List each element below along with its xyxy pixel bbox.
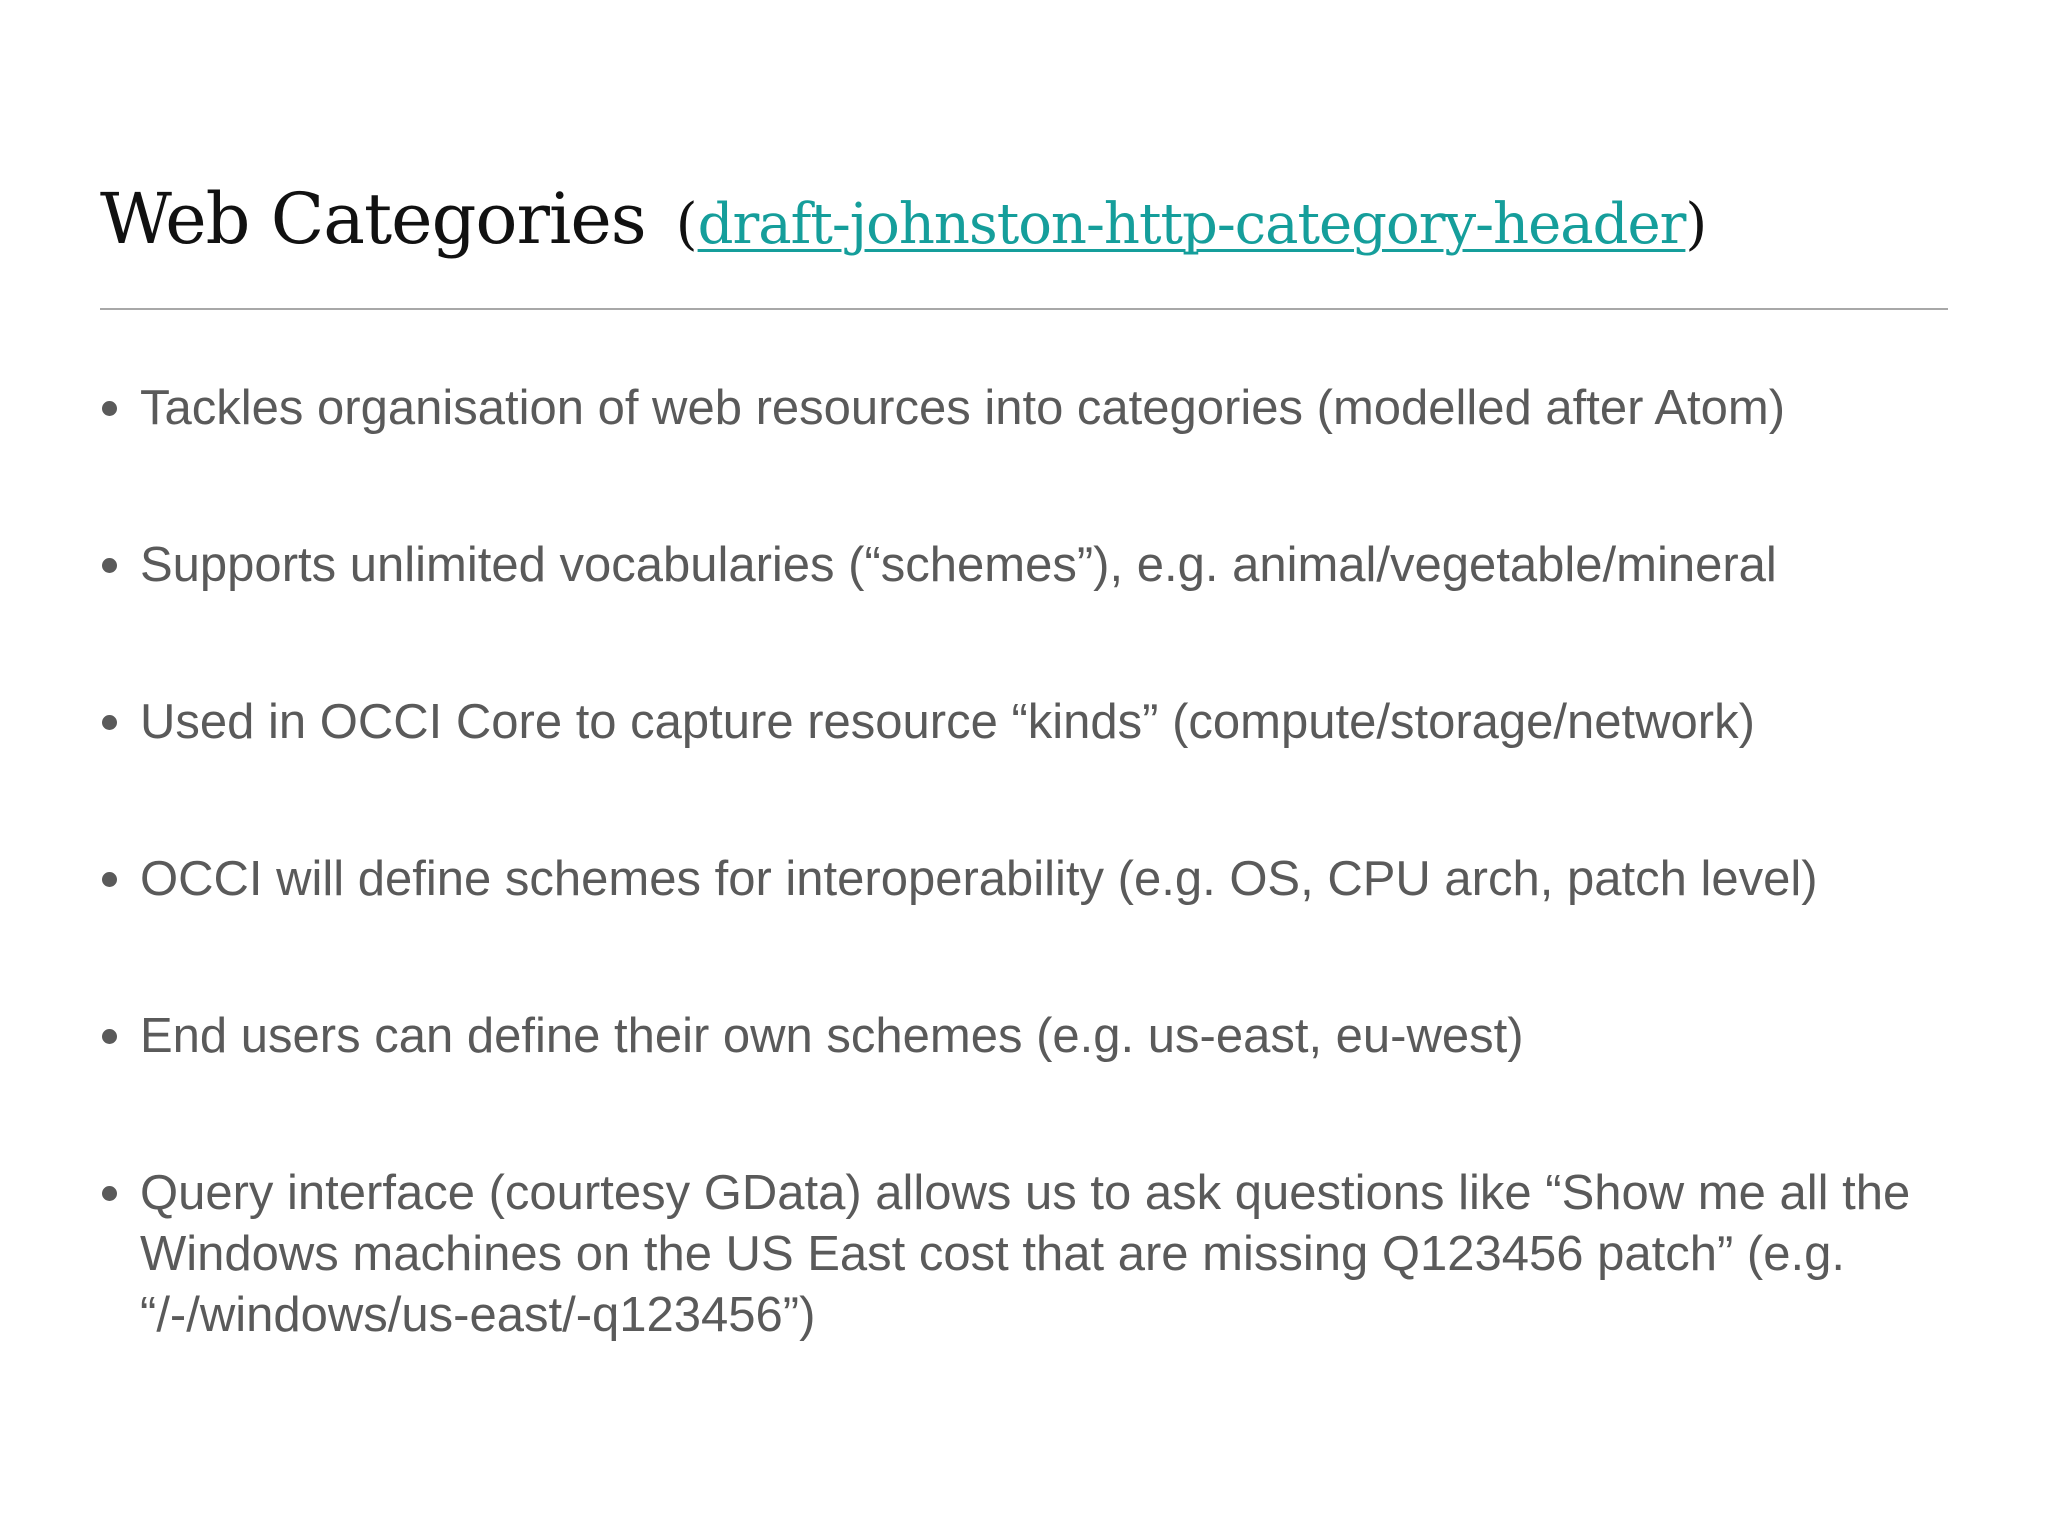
- bullet-item: [100, 692, 1960, 753]
- bullet-item: [100, 535, 1960, 596]
- bullet-item: [100, 378, 1960, 439]
- title-open-paren: (: [675, 192, 698, 257]
- bullet-item: [100, 1006, 1960, 1067]
- bullet-text: Query interface (courtesy GData) allows us to ask questions like “Show me all the Windows machines on the US East cost that are missing Q123456 patch” (e.g. “/-/windows/us-east/-q123456”): [140, 1166, 1911, 1342]
- bullet-text: Supports unlimited vocabularies (“schemes”), e.g. animal/vegetable/mineral: [140, 538, 1777, 592]
- bullet-dot-icon: [102, 401, 117, 416]
- draft-link[interactable]: draft-johnston-http-category-header: [697, 192, 1686, 257]
- bullet-text: OCCI will define schemes for interoperability (e.g. OS, CPU arch, patch level): [140, 852, 1818, 906]
- bullet-dot-icon: [102, 1186, 117, 1201]
- bullet-text: End users can define their own schemes (e.g. us-east, eu-west): [140, 1009, 1524, 1063]
- bullet-item: [100, 1163, 1960, 1346]
- slide-title: Web Categories: [100, 178, 646, 260]
- bullet-dot-icon: [102, 715, 117, 730]
- bullet-dot-icon: [102, 1029, 117, 1044]
- slide-title-row: [100, 178, 1708, 260]
- bullet-list: [100, 378, 1960, 1442]
- title-close-paren: ): [1685, 192, 1708, 257]
- title-divider: [100, 308, 1948, 310]
- bullet-item: [100, 849, 1960, 910]
- bullet-text: Tackles organisation of web resources into categories (modelled after Atom): [140, 381, 1786, 435]
- bullet-dot-icon: [102, 872, 117, 887]
- bullet-dot-icon: [102, 558, 117, 573]
- bullet-text: Used in OCCI Core to capture resource “kinds” (compute/storage/network): [140, 695, 1755, 749]
